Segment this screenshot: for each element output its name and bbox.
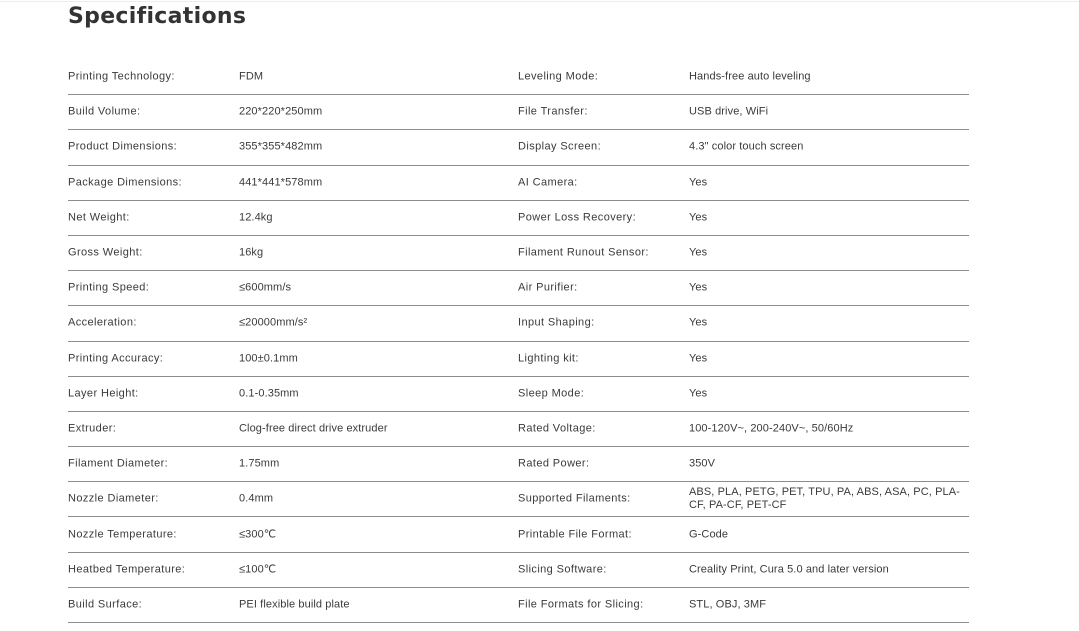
spec-row xyxy=(518,306,969,341)
spec-label: Display Screen: xyxy=(518,140,602,153)
spec-row xyxy=(68,517,519,552)
spec-label: Rated Power: xyxy=(518,457,590,470)
spec-value: 0.4mm xyxy=(239,492,274,505)
spec-value: Creality Print, Cura 5.0 and later version xyxy=(689,563,889,576)
spec-label: Input Shaping: xyxy=(518,316,595,329)
spec-value: PEI flexible build plate xyxy=(239,598,350,611)
spec-label: Product Dimensions: xyxy=(68,140,178,153)
spec-value: Yes xyxy=(689,246,708,259)
spec-value: 100±0.1mm xyxy=(239,352,298,365)
spec-value: 1.75mm xyxy=(239,457,280,470)
spec-label: Lighting kit: xyxy=(518,352,579,365)
spec-label: Build Surface: xyxy=(68,598,143,611)
spec-label: Slicing Software: xyxy=(518,563,607,576)
spec-column-right xyxy=(518,60,969,623)
spec-label: Extruder: xyxy=(68,422,117,435)
spec-row xyxy=(68,412,519,447)
spec-row xyxy=(518,482,969,517)
spec-value: 4.3" color touch screen xyxy=(689,140,804,153)
spec-row xyxy=(518,95,969,130)
spec-label: Printing Technology: xyxy=(68,70,175,83)
spec-row xyxy=(68,306,519,341)
spec-value: Yes xyxy=(689,281,708,294)
spec-label: Printing Speed: xyxy=(68,281,150,294)
spec-row xyxy=(518,130,969,165)
spec-label: Net Weight: xyxy=(68,211,130,224)
spec-row xyxy=(68,236,519,271)
spec-value: Yes xyxy=(689,211,708,224)
spec-value: 355*355*482mm xyxy=(239,140,323,153)
spec-row xyxy=(68,60,519,95)
spec-value: ≤600mm/s xyxy=(239,281,292,294)
spec-label: AI Camera: xyxy=(518,176,578,189)
spec-label: Printable File Format: xyxy=(518,528,632,541)
spec-label: Air Purifier: xyxy=(518,281,578,294)
spec-value: 220*220*250mm xyxy=(239,105,323,118)
spec-value: USB drive, WiFi xyxy=(689,105,769,118)
spec-value: Yes xyxy=(689,176,708,189)
spec-value: ≤100℃ xyxy=(239,563,277,576)
spec-value: Yes xyxy=(689,387,708,400)
spec-row xyxy=(518,517,969,552)
spec-label: File Transfer: xyxy=(518,105,588,118)
spec-label: Power Loss Recovery: xyxy=(518,211,637,224)
spec-value: 0.1-0.35mm xyxy=(239,387,299,400)
spec-value: 441*441*578mm xyxy=(239,176,323,189)
spec-row xyxy=(68,588,519,623)
spec-value: Yes xyxy=(689,352,708,365)
spec-row xyxy=(68,271,519,306)
spec-row xyxy=(68,95,519,130)
spec-row xyxy=(518,553,969,588)
spec-row xyxy=(518,412,969,447)
spec-row xyxy=(518,60,969,95)
spec-label: Filament Diameter: xyxy=(68,457,169,470)
spec-value: Clog-free direct drive extruder xyxy=(239,422,388,435)
spec-value: STL, OBJ, 3MF xyxy=(689,598,767,611)
spec-label: Nozzle Diameter: xyxy=(68,492,159,505)
spec-row xyxy=(68,166,519,201)
spec-label: Leveling Mode: xyxy=(518,70,599,83)
spec-value: ≤300℃ xyxy=(239,528,277,541)
spec-row xyxy=(518,447,969,482)
spec-label: Supported Filaments: xyxy=(518,492,631,505)
spec-value: ABS, PLA, PETG, PET, TPU, PA, ABS, ASA, PC, PLA-CF, PA-CF, PET-CF xyxy=(689,486,960,512)
spec-value: Hands-free auto leveling xyxy=(689,70,811,83)
spec-label: Nozzle Temperature: xyxy=(68,528,177,541)
spec-row xyxy=(518,377,969,412)
spec-label: Filament Runout Sensor: xyxy=(518,246,649,259)
page-title: Specifications xyxy=(68,4,247,29)
spec-row xyxy=(518,588,969,623)
spec-label: Layer Height: xyxy=(68,387,139,400)
spec-value: ≤20000mm/s² xyxy=(239,316,308,329)
spec-row xyxy=(518,342,969,377)
spec-label: File Formats for Slicing: xyxy=(518,598,644,611)
spec-row xyxy=(68,447,519,482)
spec-row xyxy=(68,553,519,588)
spec-value: G-Code xyxy=(689,528,729,541)
spec-value: 16kg xyxy=(239,246,264,259)
spec-value: Yes xyxy=(689,316,708,329)
spec-row xyxy=(68,130,519,165)
spec-row xyxy=(518,236,969,271)
spec-row xyxy=(68,342,519,377)
spec-row xyxy=(518,166,969,201)
spec-row xyxy=(68,377,519,412)
spec-row xyxy=(518,201,969,236)
spec-label: Heatbed Temperature: xyxy=(68,563,186,576)
spec-label: Build Volume: xyxy=(68,105,141,118)
spec-column-left xyxy=(68,60,519,623)
spec-label: Rated Voltage: xyxy=(518,422,596,435)
spec-row xyxy=(518,271,969,306)
spec-label: Gross Weight: xyxy=(68,246,143,259)
top-divider xyxy=(0,1,1079,2)
spec-row xyxy=(68,201,519,236)
spec-value: FDM xyxy=(239,70,264,83)
spec-value: 100-120V~, 200-240V~, 50/60Hz xyxy=(689,422,854,435)
spec-value: 350V xyxy=(689,457,716,470)
spec-value: 12.4kg xyxy=(239,211,273,224)
spec-label: Printing Accuracy: xyxy=(68,352,164,365)
spec-label: Package Dimensions: xyxy=(68,176,182,189)
spec-label: Acceleration: xyxy=(68,316,137,329)
spec-row xyxy=(68,482,519,517)
spec-label: Sleep Mode: xyxy=(518,387,585,400)
